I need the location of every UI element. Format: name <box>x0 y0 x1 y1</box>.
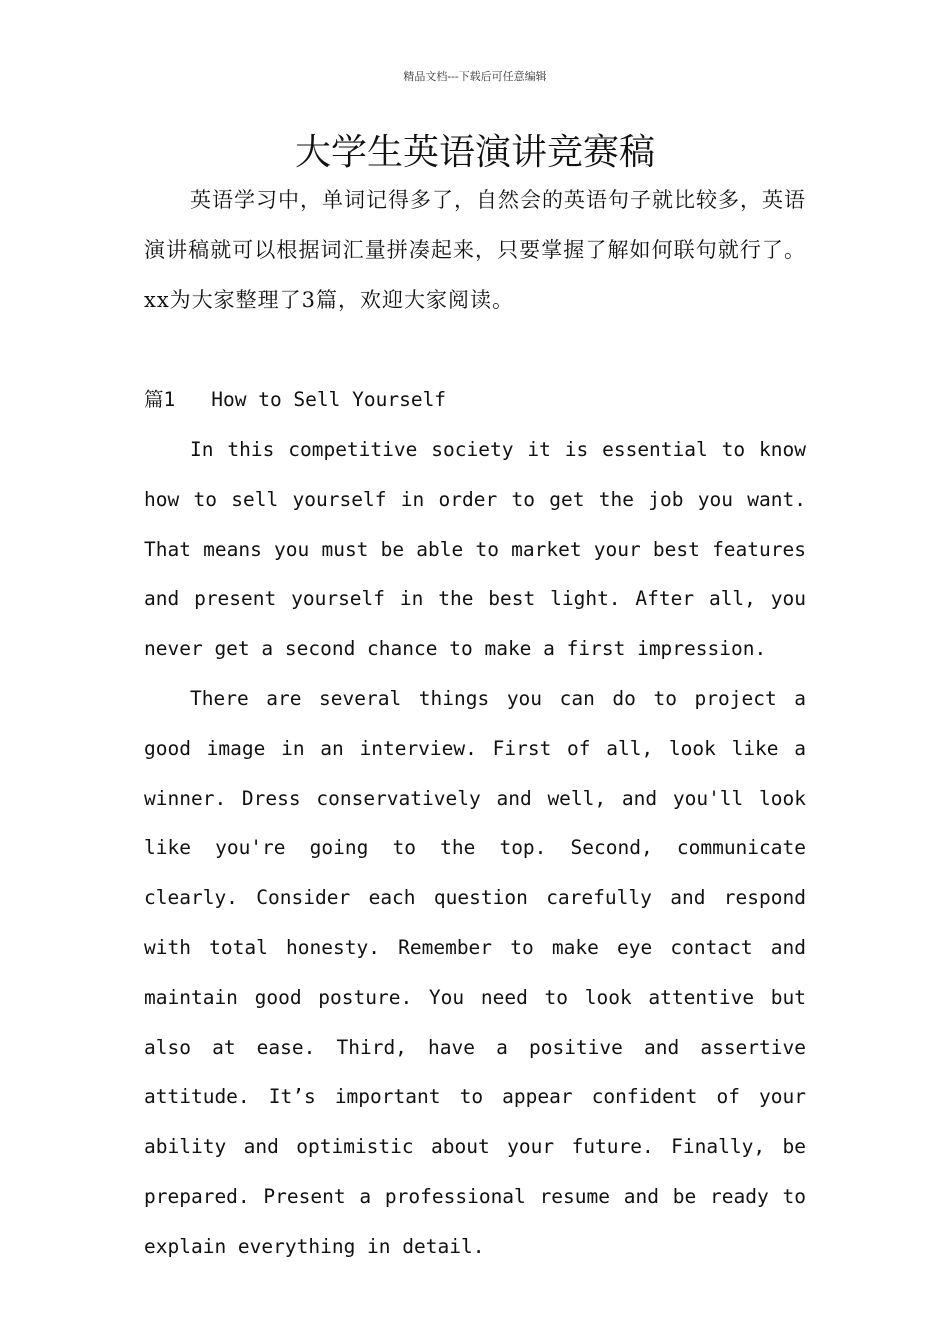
section-title: How to Sell Yourself <box>211 388 447 411</box>
body-paragraph: There are several things you can do to project a good image in an interview. First of all, look like a winner. Dress conservatively and well, and you'll look like you're going to the top. Second, communicate clearly. Consider each question carefully and respond with total honesty. Remember to make eye contact and maintain good posture. You need to look attentive but also at ease. Third, have a positive and assertive attitude. It’s important to appear confident of your ability and optimistic about your future. Finally, be prepared. Present a professional resume and be ready to explain everything in detail. <box>144 687 806 1258</box>
document-title: 大学生英语演讲竞赛稿 <box>294 132 655 173</box>
body-paragraph: In this competitive society it is essential to know how to sell yourself in order to get the job you want. That means you must be able to market your best features and present yourself in the best light. After all, you never get a second chance to make a first impression. <box>144 438 806 661</box>
section-heading <box>144 375 806 425</box>
section-number: 篇1 <box>144 388 176 411</box>
page-header-note: 精品文档---下载后可任意编辑 <box>403 70 547 83</box>
intro-paragraph: 英语学习中，单词记得多了，自然会的英语句子就比较多，英语演讲稿就可以根据词汇量拼凑起来，只要掌握了解如何联句就行了。xx为大家整理了3篇，欢迎大家阅读。 <box>144 188 806 312</box>
